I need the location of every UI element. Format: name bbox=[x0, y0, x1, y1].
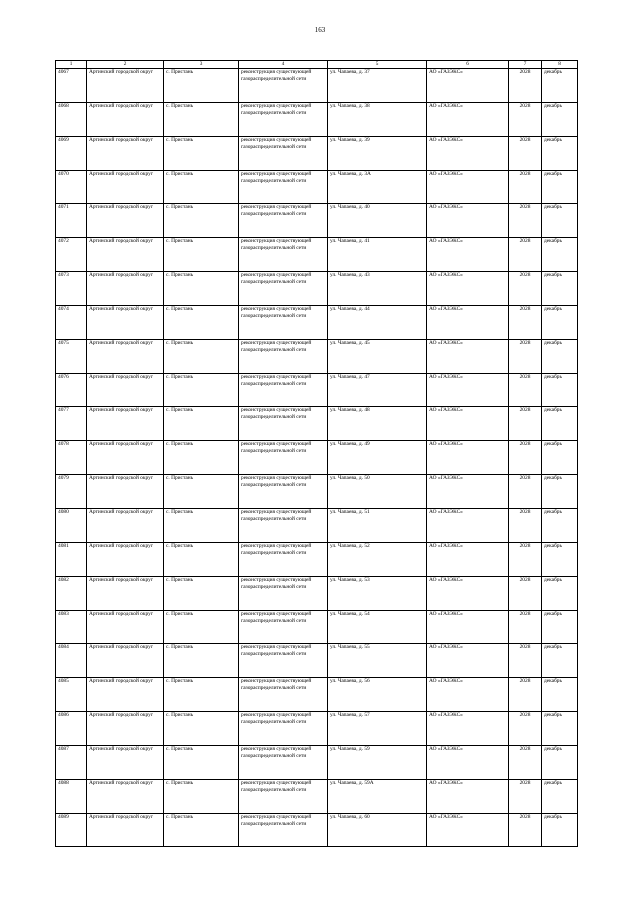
address-cell: ул. Чапаева, д. 45 bbox=[328, 339, 427, 373]
month-cell: декабрь bbox=[542, 407, 578, 441]
year-cell: 2028 bbox=[509, 373, 542, 407]
month-cell: декабрь bbox=[542, 69, 578, 103]
work-type-cell: реконструкция существующей газораспределительной сети bbox=[239, 305, 328, 339]
district-cell: Артинский городской округ bbox=[87, 407, 164, 441]
organization-cell: АО «ГАЗЭКС» bbox=[427, 678, 509, 712]
settlement-cell: с. Пристань bbox=[164, 475, 239, 509]
column-header-8: 8 bbox=[542, 61, 578, 69]
year-cell: 2028 bbox=[509, 170, 542, 204]
district-cell: Артинский городской округ bbox=[87, 508, 164, 542]
table-row bbox=[56, 136, 578, 170]
month-cell: декабрь bbox=[542, 204, 578, 238]
table-row bbox=[56, 745, 578, 779]
month-cell: декабрь bbox=[542, 238, 578, 272]
work-type-cell: реконструкция существующей газораспределительной сети bbox=[239, 610, 328, 644]
settlement-cell: с. Пристань bbox=[164, 712, 239, 746]
work-type-cell: реконструкция существующей газораспределительной сети bbox=[239, 272, 328, 306]
table-row bbox=[56, 610, 578, 644]
year-cell: 2028 bbox=[509, 272, 542, 306]
address-cell: ул. Чапаева, д. 39 bbox=[328, 136, 427, 170]
address-cell: ул. Чапаева, д. 37 bbox=[328, 69, 427, 103]
address-cell: ул. Чапаева, д. 40 bbox=[328, 204, 427, 238]
settlement-cell: с. Пристань bbox=[164, 69, 239, 103]
work-type-cell: реконструкция существующей газораспределительной сети bbox=[239, 678, 328, 712]
settlement-cell: с. Пристань bbox=[164, 238, 239, 272]
district-cell: Артинский городской округ bbox=[87, 745, 164, 779]
address-cell: ул. Чапаева, д. 52 bbox=[328, 542, 427, 576]
table-row bbox=[56, 644, 578, 678]
work-type-cell: реконструкция существующей газораспределительной сети bbox=[239, 644, 328, 678]
address-cell: ул. Чапаева, д. 55 bbox=[328, 644, 427, 678]
month-cell: декабрь bbox=[542, 136, 578, 170]
settlement-cell: с. Пристань bbox=[164, 407, 239, 441]
organization-cell: АО «ГАЗЭКС» bbox=[427, 813, 509, 847]
year-cell: 2028 bbox=[509, 339, 542, 373]
row-number: 4078 bbox=[56, 441, 87, 475]
table-row bbox=[56, 712, 578, 746]
year-cell: 2028 bbox=[509, 441, 542, 475]
settlement-cell: с. Пристань bbox=[164, 136, 239, 170]
table-row bbox=[56, 407, 578, 441]
month-cell: декабрь bbox=[542, 373, 578, 407]
year-cell: 2028 bbox=[509, 644, 542, 678]
column-header-3: 3 bbox=[164, 61, 239, 69]
organization-cell: АО «ГАЗЭКС» bbox=[427, 576, 509, 610]
organization-cell: АО «ГАЗЭКС» bbox=[427, 542, 509, 576]
year-cell: 2028 bbox=[509, 136, 542, 170]
row-number: 4073 bbox=[56, 272, 87, 306]
work-type-cell: реконструкция существующей газораспределительной сети bbox=[239, 508, 328, 542]
row-number: 4068 bbox=[56, 102, 87, 136]
year-cell: 2028 bbox=[509, 407, 542, 441]
work-type-cell: реконструкция существующей газораспределительной сети bbox=[239, 779, 328, 813]
organization-cell: АО «ГАЗЭКС» bbox=[427, 339, 509, 373]
settlement-cell: с. Пристань bbox=[164, 644, 239, 678]
month-cell: декабрь bbox=[542, 712, 578, 746]
settlement-cell: с. Пристань bbox=[164, 678, 239, 712]
row-number: 4079 bbox=[56, 475, 87, 509]
work-type-cell: реконструкция существующей газораспределительной сети bbox=[239, 136, 328, 170]
table-row bbox=[56, 813, 578, 847]
year-cell: 2028 bbox=[509, 779, 542, 813]
district-cell: Артинский городской округ bbox=[87, 610, 164, 644]
work-type-cell: реконструкция существующей газораспределительной сети bbox=[239, 475, 328, 509]
district-cell: Артинский городской округ bbox=[87, 238, 164, 272]
address-cell: ул. Чапаева, д. 50 bbox=[328, 475, 427, 509]
settlement-cell: с. Пристань bbox=[164, 305, 239, 339]
year-cell: 2028 bbox=[509, 712, 542, 746]
row-number: 4067 bbox=[56, 69, 87, 103]
district-cell: Артинский городской округ bbox=[87, 102, 164, 136]
district-cell: Артинский городской округ bbox=[87, 475, 164, 509]
district-cell: Артинский городской округ bbox=[87, 712, 164, 746]
year-cell: 2028 bbox=[509, 678, 542, 712]
table-row bbox=[56, 238, 578, 272]
address-cell: ул. Чапаева, д. 48 bbox=[328, 407, 427, 441]
year-cell: 2028 bbox=[509, 745, 542, 779]
year-cell: 2028 bbox=[509, 102, 542, 136]
organization-cell: АО «ГАЗЭКС» bbox=[427, 305, 509, 339]
address-cell: ул. Чапаева, д. 56 bbox=[328, 678, 427, 712]
month-cell: декабрь bbox=[542, 542, 578, 576]
settlement-cell: с. Пристань bbox=[164, 813, 239, 847]
organization-cell: АО «ГАЗЭКС» bbox=[427, 475, 509, 509]
settlement-cell: с. Пристань bbox=[164, 204, 239, 238]
table-row bbox=[56, 272, 578, 306]
address-cell: ул. Чапаева, д. 54 bbox=[328, 610, 427, 644]
month-cell: декабрь bbox=[542, 678, 578, 712]
month-cell: декабрь bbox=[542, 170, 578, 204]
organization-cell: АО «ГАЗЭКС» bbox=[427, 373, 509, 407]
settlement-cell: с. Пристань bbox=[164, 170, 239, 204]
column-header-4: 4 bbox=[239, 61, 328, 69]
row-number: 4082 bbox=[56, 576, 87, 610]
month-cell: декабрь bbox=[542, 610, 578, 644]
month-cell: декабрь bbox=[542, 576, 578, 610]
district-cell: Артинский городской округ bbox=[87, 373, 164, 407]
month-cell: декабрь bbox=[542, 272, 578, 306]
district-cell: Артинский городской округ bbox=[87, 576, 164, 610]
settlement-cell: с. Пристань bbox=[164, 610, 239, 644]
district-cell: Артинский городской округ bbox=[87, 339, 164, 373]
organization-cell: АО «ГАЗЭКС» bbox=[427, 779, 509, 813]
month-cell: декабрь bbox=[542, 441, 578, 475]
column-header-2: 2 bbox=[87, 61, 164, 69]
month-cell: декабрь bbox=[542, 305, 578, 339]
work-type-cell: реконструкция существующей газораспределительной сети bbox=[239, 204, 328, 238]
table-row bbox=[56, 373, 578, 407]
address-cell: ул. Чапаева, д. 51 bbox=[328, 508, 427, 542]
month-cell: декабрь bbox=[542, 475, 578, 509]
address-cell: ул. Чапаева, д. 53 bbox=[328, 576, 427, 610]
column-header-7: 7 bbox=[509, 61, 542, 69]
settlement-cell: с. Пристань bbox=[164, 441, 239, 475]
month-cell: декабрь bbox=[542, 813, 578, 847]
organization-cell: АО «ГАЗЭКС» bbox=[427, 610, 509, 644]
settlement-cell: с. Пристань bbox=[164, 542, 239, 576]
year-cell: 2028 bbox=[509, 610, 542, 644]
table-row bbox=[56, 441, 578, 475]
district-cell: Артинский городской округ bbox=[87, 69, 164, 103]
organization-cell: АО «ГАЗЭКС» bbox=[427, 272, 509, 306]
settlement-cell: с. Пристань bbox=[164, 508, 239, 542]
organization-cell: АО «ГАЗЭКС» bbox=[427, 102, 509, 136]
work-type-cell: реконструкция существующей газораспределительной сети bbox=[239, 745, 328, 779]
address-cell: ул. Чапаева, д. 44 bbox=[328, 305, 427, 339]
row-number: 4069 bbox=[56, 136, 87, 170]
row-number: 4085 bbox=[56, 678, 87, 712]
table-row bbox=[56, 69, 578, 103]
organization-cell: АО «ГАЗЭКС» bbox=[427, 712, 509, 746]
row-number: 4083 bbox=[56, 610, 87, 644]
month-cell: декабрь bbox=[542, 508, 578, 542]
organization-cell: АО «ГАЗЭКС» bbox=[427, 407, 509, 441]
work-type-cell: реконструкция существующей газораспределительной сети bbox=[239, 407, 328, 441]
work-type-cell: реконструкция существующей газораспределительной сети bbox=[239, 170, 328, 204]
district-cell: Артинский городской округ bbox=[87, 170, 164, 204]
district-cell: Артинский городской округ bbox=[87, 204, 164, 238]
address-cell: ул. Чапаева, д. 41 bbox=[328, 238, 427, 272]
row-number: 4071 bbox=[56, 204, 87, 238]
address-cell: ул. Чапаева, д. 47 bbox=[328, 373, 427, 407]
work-type-cell: реконструкция существующей газораспределительной сети bbox=[239, 69, 328, 103]
settlement-cell: с. Пристань bbox=[164, 373, 239, 407]
row-number: 4077 bbox=[56, 407, 87, 441]
settlement-cell: с. Пристань bbox=[164, 745, 239, 779]
table-header bbox=[56, 61, 578, 69]
row-number: 4076 bbox=[56, 373, 87, 407]
district-cell: Артинский городской округ bbox=[87, 305, 164, 339]
table-row bbox=[56, 508, 578, 542]
column-header-6: 6 bbox=[427, 61, 509, 69]
month-cell: декабрь bbox=[542, 745, 578, 779]
table-row bbox=[56, 102, 578, 136]
settlement-cell: с. Пристань bbox=[164, 576, 239, 610]
row-number: 4084 bbox=[56, 644, 87, 678]
work-type-cell: реконструкция существующей газораспределительной сети bbox=[239, 339, 328, 373]
organization-cell: АО «ГАЗЭКС» bbox=[427, 136, 509, 170]
settlement-cell: с. Пристань bbox=[164, 102, 239, 136]
row-number: 4070 bbox=[56, 170, 87, 204]
year-cell: 2028 bbox=[509, 69, 542, 103]
work-type-cell: реконструкция существующей газораспределительной сети bbox=[239, 576, 328, 610]
year-cell: 2028 bbox=[509, 576, 542, 610]
table-row bbox=[56, 678, 578, 712]
table-row bbox=[56, 339, 578, 373]
organization-cell: АО «ГАЗЭКС» bbox=[427, 644, 509, 678]
row-number: 4087 bbox=[56, 745, 87, 779]
column-header-1: 1 bbox=[56, 61, 87, 69]
settlement-cell: с. Пристань bbox=[164, 339, 239, 373]
address-cell: ул. Чапаева, д. 3А bbox=[328, 170, 427, 204]
header-row bbox=[56, 61, 578, 69]
district-cell: Артинский городской округ bbox=[87, 441, 164, 475]
table-row bbox=[56, 576, 578, 610]
address-cell: ул. Чапаева, д. 59 bbox=[328, 745, 427, 779]
address-cell: ул. Чапаева, д. 57 bbox=[328, 712, 427, 746]
work-type-cell: реконструкция существующей газораспределительной сети bbox=[239, 238, 328, 272]
month-cell: декабрь bbox=[542, 102, 578, 136]
row-number: 4086 bbox=[56, 712, 87, 746]
work-type-cell: реконструкция существующей газораспределительной сети bbox=[239, 441, 328, 475]
year-cell: 2028 bbox=[509, 204, 542, 238]
address-cell: ул. Чапаева, д. 38 bbox=[328, 102, 427, 136]
row-number: 4080 bbox=[56, 508, 87, 542]
month-cell: декабрь bbox=[542, 779, 578, 813]
table-body bbox=[56, 69, 578, 847]
table-row bbox=[56, 542, 578, 576]
address-cell: ул. Чапаева, д. 49 bbox=[328, 441, 427, 475]
organization-cell: АО «ГАЗЭКС» bbox=[427, 745, 509, 779]
work-type-cell: реконструкция существующей газораспределительной сети bbox=[239, 813, 328, 847]
district-cell: Артинский городской округ bbox=[87, 272, 164, 306]
district-cell: Артинский городской округ bbox=[87, 644, 164, 678]
year-cell: 2028 bbox=[509, 238, 542, 272]
month-cell: декабрь bbox=[542, 339, 578, 373]
district-cell: Артинский городской округ bbox=[87, 779, 164, 813]
organization-cell: АО «ГАЗЭКС» bbox=[427, 238, 509, 272]
district-cell: Артинский городской округ bbox=[87, 136, 164, 170]
work-type-cell: реконструкция существующей газораспределительной сети bbox=[239, 373, 328, 407]
month-cell: декабрь bbox=[542, 644, 578, 678]
settlement-cell: с. Пристань bbox=[164, 272, 239, 306]
row-number: 4075 bbox=[56, 339, 87, 373]
organization-cell: АО «ГАЗЭКС» bbox=[427, 69, 509, 103]
district-cell: Артинский городской округ bbox=[87, 678, 164, 712]
address-cell: ул. Чапаева, д. 59А bbox=[328, 779, 427, 813]
year-cell: 2028 bbox=[509, 305, 542, 339]
organization-cell: АО «ГАЗЭКС» bbox=[427, 170, 509, 204]
table-row bbox=[56, 305, 578, 339]
year-cell: 2028 bbox=[509, 813, 542, 847]
settlement-cell: с. Пристань bbox=[164, 779, 239, 813]
row-number: 4088 bbox=[56, 779, 87, 813]
row-number: 4089 bbox=[56, 813, 87, 847]
table-row bbox=[56, 475, 578, 509]
work-type-cell: реконструкция существующей газораспределительной сети bbox=[239, 712, 328, 746]
column-header-5: 5 bbox=[328, 61, 427, 69]
organization-cell: АО «ГАЗЭКС» bbox=[427, 204, 509, 238]
year-cell: 2028 bbox=[509, 475, 542, 509]
work-type-cell: реконструкция существующей газораспределительной сети bbox=[239, 542, 328, 576]
row-number: 4081 bbox=[56, 542, 87, 576]
registry-table bbox=[55, 60, 578, 847]
page-number: 163 bbox=[314, 26, 326, 34]
year-cell: 2028 bbox=[509, 508, 542, 542]
row-number: 4072 bbox=[56, 238, 87, 272]
work-type-cell: реконструкция существующей газораспределительной сети bbox=[239, 102, 328, 136]
row-number: 4074 bbox=[56, 305, 87, 339]
organization-cell: АО «ГАЗЭКС» bbox=[427, 508, 509, 542]
district-cell: Артинский городской округ bbox=[87, 542, 164, 576]
table-row bbox=[56, 779, 578, 813]
organization-cell: АО «ГАЗЭКС» bbox=[427, 441, 509, 475]
year-cell: 2028 bbox=[509, 542, 542, 576]
table-row bbox=[56, 204, 578, 238]
district-cell: Артинский городской округ bbox=[87, 813, 164, 847]
address-cell: ул. Чапаева, д. 60 bbox=[328, 813, 427, 847]
address-cell: ул. Чапаева, д. 43 bbox=[328, 272, 427, 306]
table-row bbox=[56, 170, 578, 204]
